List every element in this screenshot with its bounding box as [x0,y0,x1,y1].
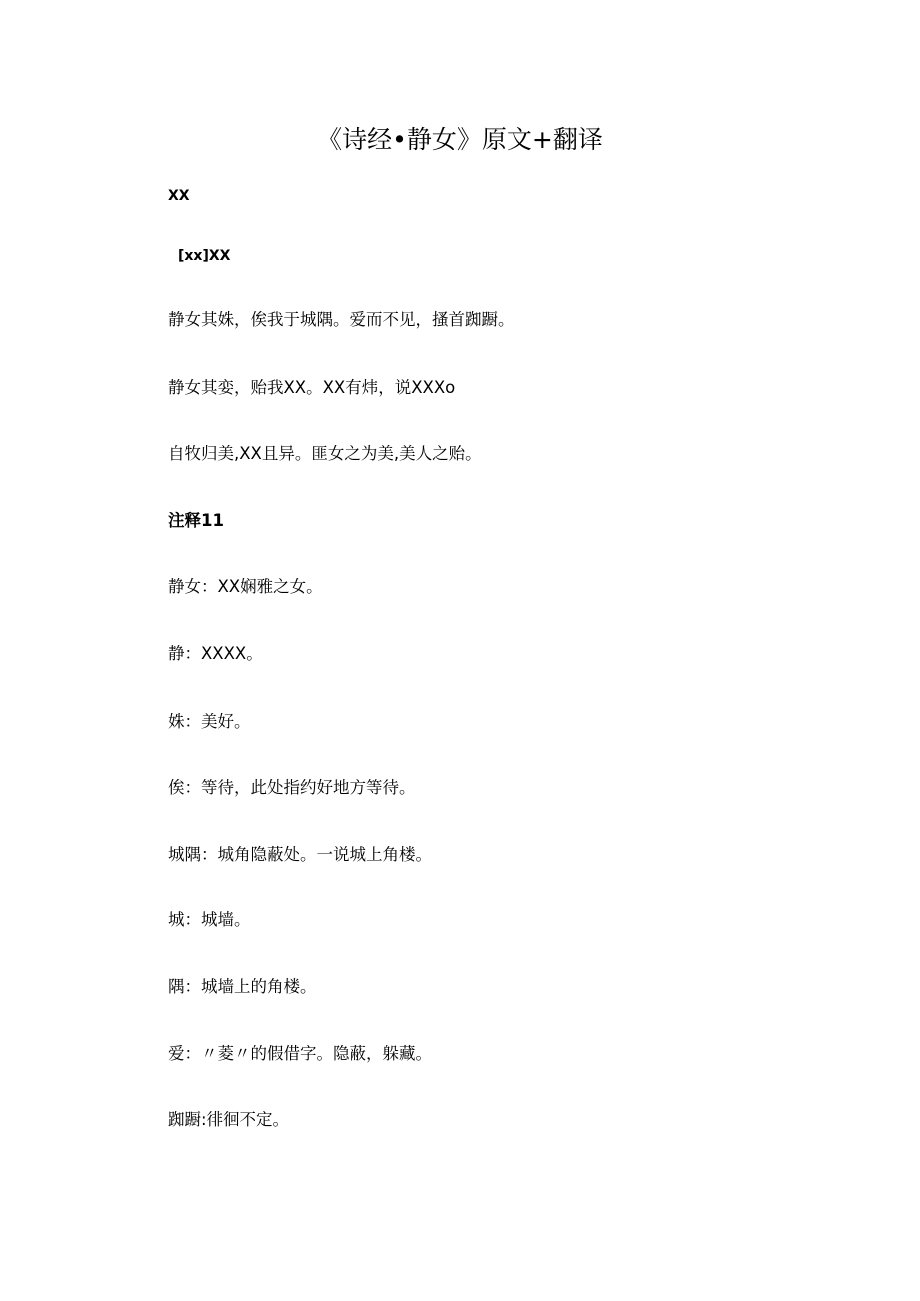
note-item: 静女：XX娴雅之女。 [168,577,323,596]
poem-line: 静女其姝，俟我于城隅。爱而不见，搔首踟蹰。 [168,310,515,329]
note-item: 俟：等待，此处指约好地方等待。 [168,778,416,797]
author-line: XX [168,188,190,204]
poem-line: 自牧归美,XX且异。匪女之为美,美人之贻。 [168,444,482,463]
note-item: 姝：美好。 [168,712,251,731]
note-item: 城隅：城角隐蔽处。一说城上角楼。 [168,845,432,864]
document-title: 《诗经•静女》原文+翻译 [317,125,603,154]
section-label: [xx]XX [178,248,231,264]
note-item: 隅：城墙上的角楼。 [168,977,317,996]
note-item: 踟蹰:徘徊不定。 [168,1110,290,1129]
note-item: 爱：〃菱〃的假借字。隐蔽，躲藏。 [168,1044,432,1063]
note-item: 静：XXXX。 [168,644,263,663]
note-item: 城：城墙。 [168,910,251,929]
poem-line: 静女其娈，贻我XX。XX有炜，说XXXo [168,378,456,397]
notes-heading: 注释11 [168,511,224,530]
